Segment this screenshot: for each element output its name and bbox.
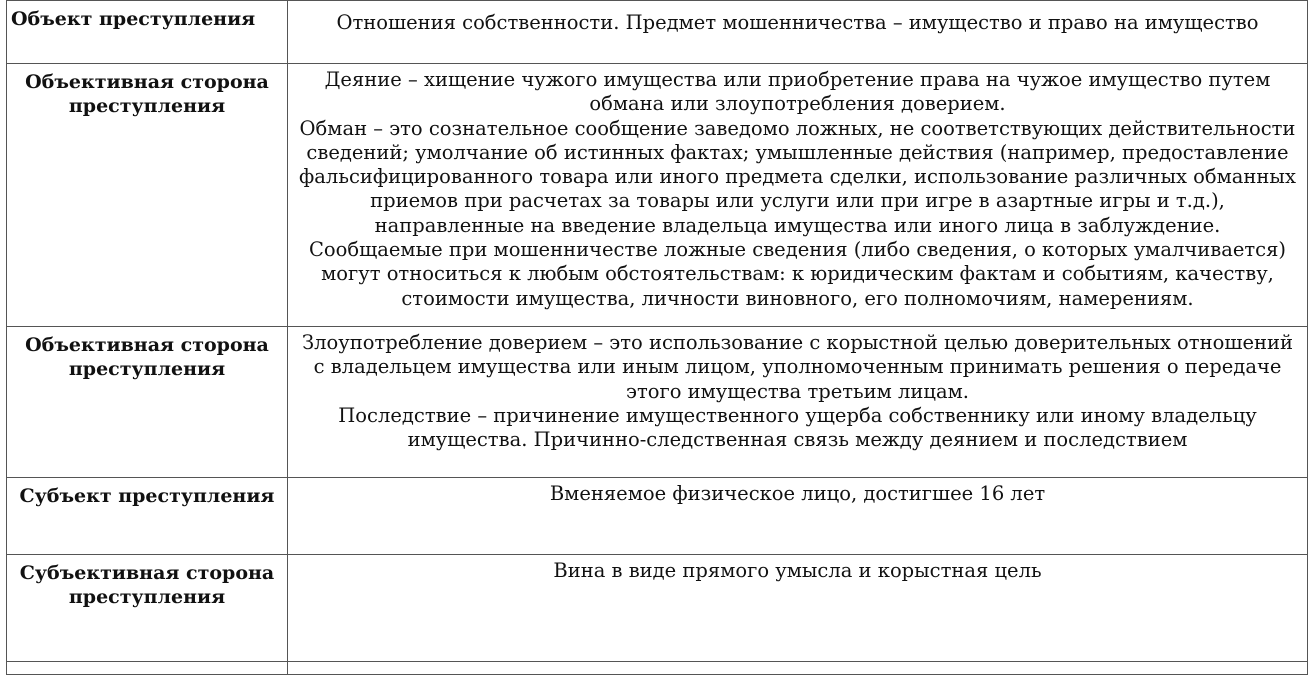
content-paragraph: Деяние – хищение чужого имущества или приобретение права на чужое имущество путем обмана или злоупотребления доверием. <box>324 68 1271 116</box>
content-paragraph: Отношения собственности. Предмет мошенничества – имущество и право на имущество <box>336 11 1259 34</box>
table-row <box>7 327 1308 478</box>
row-heading: Субъективная сторона преступления <box>7 555 288 662</box>
content-paragraph: Обман – это сознательное сообщение заведомо ложных, не соответствующих действительности сведений; умолчание об истинных фактах; умышленные действия (например, предоставление фальсифицированного товара или иного предмета сделки, использование различных обманных приемов при расчетах за товары или услуги или при игре в азартные игры и т.д.), направленные на введение владельца имущества или иного лица в заблуждение. <box>299 116 1296 237</box>
content-paragraph: Вина в виде прямого умысла и корыстная цель <box>553 559 1042 582</box>
row-content <box>288 327 1308 478</box>
row-heading: Субъект преступления <box>7 478 288 555</box>
row-content <box>288 478 1308 555</box>
table-row <box>7 1 1308 64</box>
table-row <box>7 64 1308 327</box>
fraud-elements-table <box>6 0 1308 675</box>
table-row <box>7 478 1308 555</box>
row-heading: Объективная сторона преступления <box>7 327 288 478</box>
row-heading: Объективная сторона преступления <box>7 64 288 327</box>
empty-cell <box>7 662 288 675</box>
row-content <box>288 64 1308 327</box>
row-content <box>288 1 1308 64</box>
row-content <box>288 555 1308 662</box>
content-paragraph: Вменяемое физическое лицо, достигшее 16 лет <box>549 482 1046 505</box>
table-row <box>7 555 1308 662</box>
content-paragraph: Последствие – причинение имущественного ущерба собственнику или иному владельцу имущества. Причинно-следственная связь между деянием и последствием <box>338 403 1257 452</box>
row-heading: Объект преступления <box>7 1 288 64</box>
content-paragraph: Сообщаемые при мошенничестве ложные сведения (либо сведения, о которых умалчивается) могут относиться к любым обстоятельствам: к юридическим фактам и событиям, качеству, стоимости имущества, личности виновного, его полномочиям, намерениям. <box>308 238 1286 310</box>
table-row-empty <box>7 662 1308 675</box>
content-paragraph: Злоупотребление доверием – это использование с корыстной целью доверительных отношений с владельцем имущества или иным лицом, уполномоченным принимать решения о передаче этого имущества третьим лицам. <box>302 331 1293 403</box>
empty-cell <box>288 662 1308 675</box>
